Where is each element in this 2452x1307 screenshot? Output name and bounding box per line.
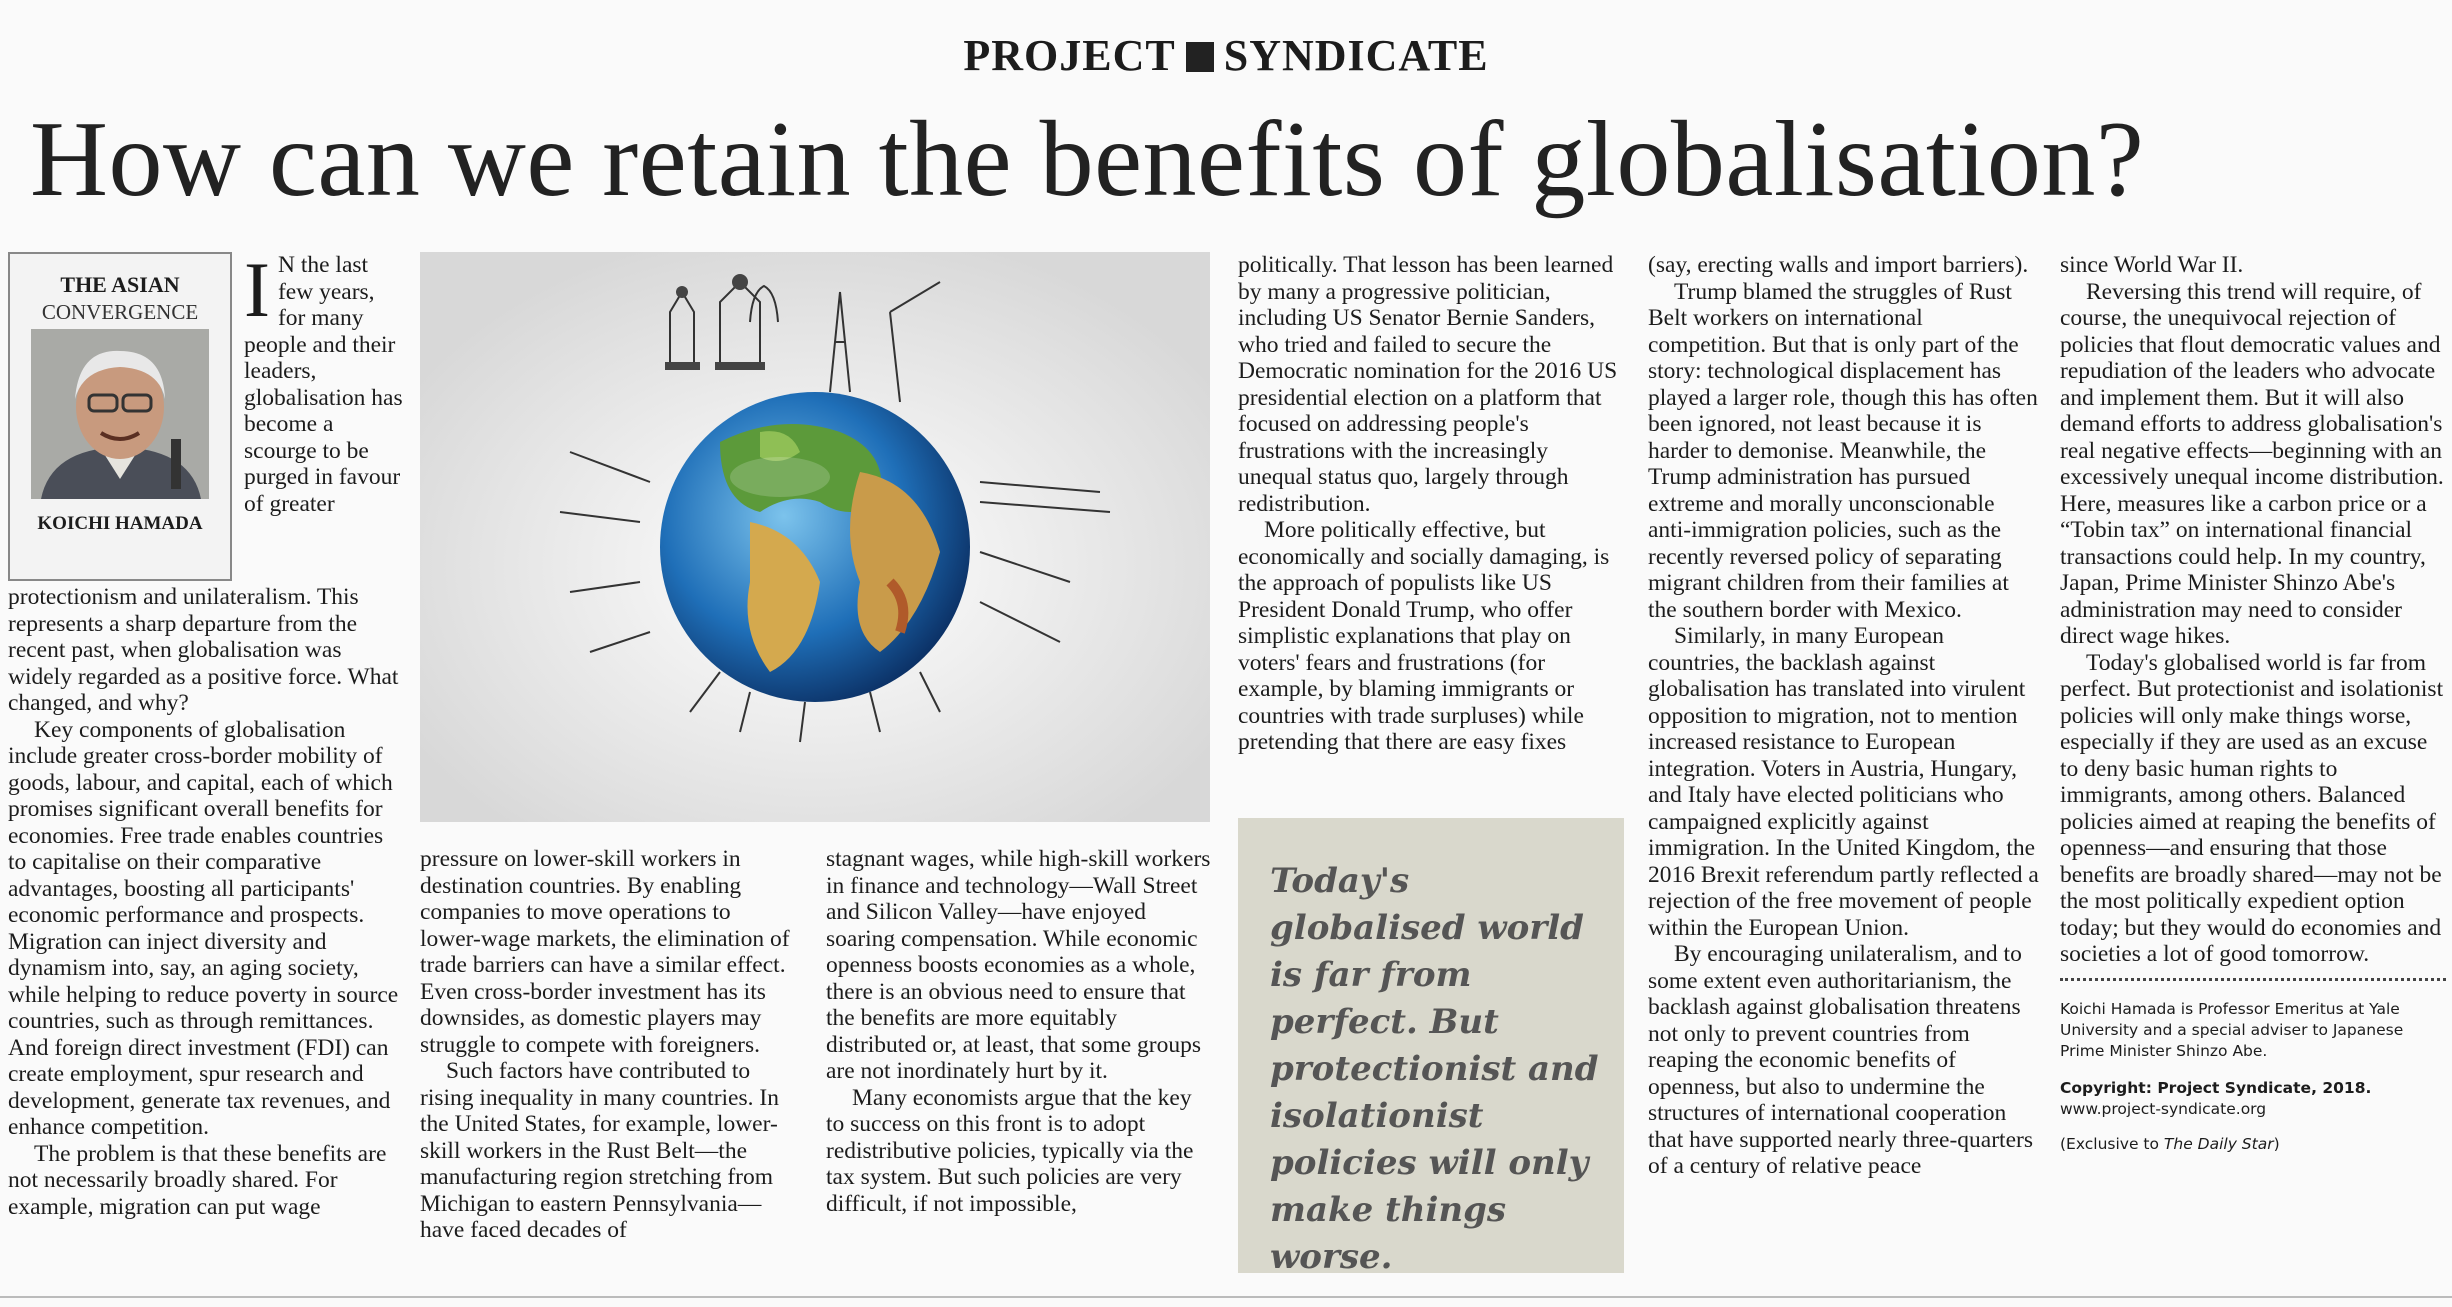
paragraph: Trump blamed the struggles of Rust Belt workers on international competition. But that is only part of the story: technological displacement has played a larger role, though this has often been ignored, not least because it is harder to demonise. Meanwhile, the Trump administration has pursued extreme and morally unconscionable anti-immigration policies, such as the recently reversed policy of separating migrant children from their families at the southern border with Mexico. bbox=[1648, 278, 2038, 623]
intro-narrow-text: N the last few years, for many people and their leaders, globalisation has become a scourge to be purged in favour of greater bbox=[244, 252, 403, 517]
paragraph: Today's globalised world is far from perfect. But protectionist and isolationist policies will only make things worse, especially if they are used as an excuse to deny basic human rights to immigrants, among others. Balanced policies aimed at reaping the benefits of openness—and ensuring that those benefits are broadly shared—may not be the most politically expedient option today; but they would do economies and societies a lot of good tomorrow. bbox=[2060, 649, 2444, 967]
headline: How can we retain the benefits of globalisation? bbox=[30, 100, 2145, 219]
divider bbox=[2060, 978, 2446, 981]
column-5 bbox=[1648, 252, 2040, 1180]
masthead-logo-icon bbox=[1186, 42, 1214, 72]
paragraph: since World War II. bbox=[2060, 252, 2244, 278]
bottom-rule bbox=[0, 1296, 2452, 1298]
globe-illustration bbox=[420, 252, 1210, 822]
series-title-line1: THE ASIAN bbox=[60, 272, 180, 297]
copyright-line: Copyright: Project Syndicate, 2018. bbox=[2060, 1078, 2372, 1097]
pull-quote-text: Today's globalised world is far from perfect. But protectionist and isolationist policies will only make things worse. bbox=[1270, 861, 1599, 1277]
paragraph: Similarly, in many European countries, the backlash against globalisation has translated into virulent opposition to migration, not to mention increased resistance to European integration. Voters in Austria, Hungary, and Italy have elected politicians who campaigned explicitly against immigration. In the United Kingdom, the 2016 Brexit referendum partly reflected a rejection of the free movement of people within the European Union. bbox=[1648, 623, 2039, 941]
column-3 bbox=[826, 846, 1212, 1217]
masthead-right: SYNDICATE bbox=[1223, 31, 1489, 80]
paragraph: Reversing this trend will require, of course, the unequivocal rejection of policies that flout democratic values and repudiation of the leaders who advocate and implement them. But it will also demand efforts to address globalisation's real negative effects—beginning with an excessively unequal income distribution. Here, measures like a carbon price or a “Tobin tax” on international financial transactions could help. In my country, Japan, Prime Minister Shinzo Abe's administration may need to consider direct wage hikes. bbox=[2060, 278, 2444, 649]
website-link[interactable]: www.project-syndicate.org bbox=[2060, 1099, 2267, 1118]
paragraph: stagnant wages, while high-skill workers in finance and technology—Wall Street and Silicon Valley—have enjoyed soaring compensation. While economic openness boosts economies as a whole, there is an obvious need to ensure that the benefits are more equitably distributed or, at least, that some groups are not inordinately hurt by it. bbox=[826, 846, 1211, 1084]
paragraph: Key components of globalisation include greater cross-border mobility of goods, labour, and capital, each of which promises significant overall benefits for economies. Free trade enables countries to capitalise on their comparative advantages, boosting all participants' economic performance and prospects. Migration can inject diversity and dynamism into, say, an aging society, while helping to reduce poverty in source countries, such as through remittances. And foreign direct investment (FDI) can create employment, spur research and development, generate tax revenues, and enhance competition. bbox=[8, 716, 399, 1140]
author-photo bbox=[31, 329, 209, 499]
exclusive-note: (Exclusive to The Daily Star) bbox=[2060, 1134, 2280, 1153]
paragraph: protectionism and unilateralism. This represents a sharp departure from the recent past, when globalisation was widely regarded as a positive force. What changed, and why? bbox=[8, 584, 399, 716]
paragraph: pressure on lower-skill workers in destination countries. By enabling companies to move operations to lower-wage markets, the elimination of trade barriers can have a similar effect. Even cross-border investment has its downsides, as domestic players may struggle to compete with foreigners. bbox=[420, 846, 790, 1058]
drop-cap: I bbox=[244, 246, 270, 333]
newspaper-name: The Daily Star bbox=[2163, 1134, 2274, 1153]
column-6 bbox=[2060, 252, 2446, 1155]
author-box bbox=[8, 252, 232, 581]
pull-quote-box bbox=[1238, 818, 1624, 1277]
paragraph: Many economists argue that the key to success on this front is to adopt redistributive policies, typically via the tax system. But such policies are very difficult, if not impossible, bbox=[826, 1084, 1194, 1217]
series-title-line2: CONVERGENCE bbox=[41, 300, 199, 324]
paragraph: (say, erecting walls and import barriers). bbox=[1648, 252, 2029, 278]
paragraph: The problem is that these benefits are not necessarily broadly shared. For example, migration can put wage bbox=[8, 1140, 387, 1220]
author-bio: Koichi Hamada is Professor Emeritus at Yale University and a special adviser to Japanese Prime Minister Shinzo Abe. bbox=[2060, 999, 2404, 1060]
column-4 bbox=[1238, 252, 1628, 756]
paragraph: More politically effective, but economically and socially damaging, is the approach of populists like US President Donald Trump, who offer simplistic explanations that play on voters' fears and frustrations (for example, by blaming immigrants or countries with trade surpluses) while pretending that there are easy fixes bbox=[1238, 517, 1610, 755]
paragraph: Such factors have contributed to rising inequality in many countries. In the United States, for example, lower-skill workers in the Rust Belt—the manufacturing region stretching from Michigan to eastern Pennsylvania—have faced decades of bbox=[420, 1058, 779, 1243]
masthead bbox=[0, 30, 2452, 81]
column-1-intro bbox=[244, 246, 404, 517]
author-name: KOICHI HAMADA bbox=[37, 513, 203, 534]
paragraph: politically. That lesson has been learned by many a progressive politician, including US Senator Bernie Sanders, who tried and failed to secure the Democratic nomination for the 2016 US presidential election on a platform that focused on addressing people's frustrations with the increasingly unequal status quo, largely through redistribution. bbox=[1238, 252, 1618, 517]
column-2 bbox=[420, 846, 796, 1244]
paragraph: By encouraging unilateralism, and to some extent even authoritarianism, the backlash against globalisation threatens not only to prevent countries from reaping the economic benefits of openness, but also to undermine the structures of international cooperation that have supported nearly three-quarters of a century of relative peace bbox=[1648, 941, 2033, 1179]
column-1 bbox=[8, 584, 406, 1220]
masthead-left: PROJECT bbox=[963, 31, 1176, 80]
